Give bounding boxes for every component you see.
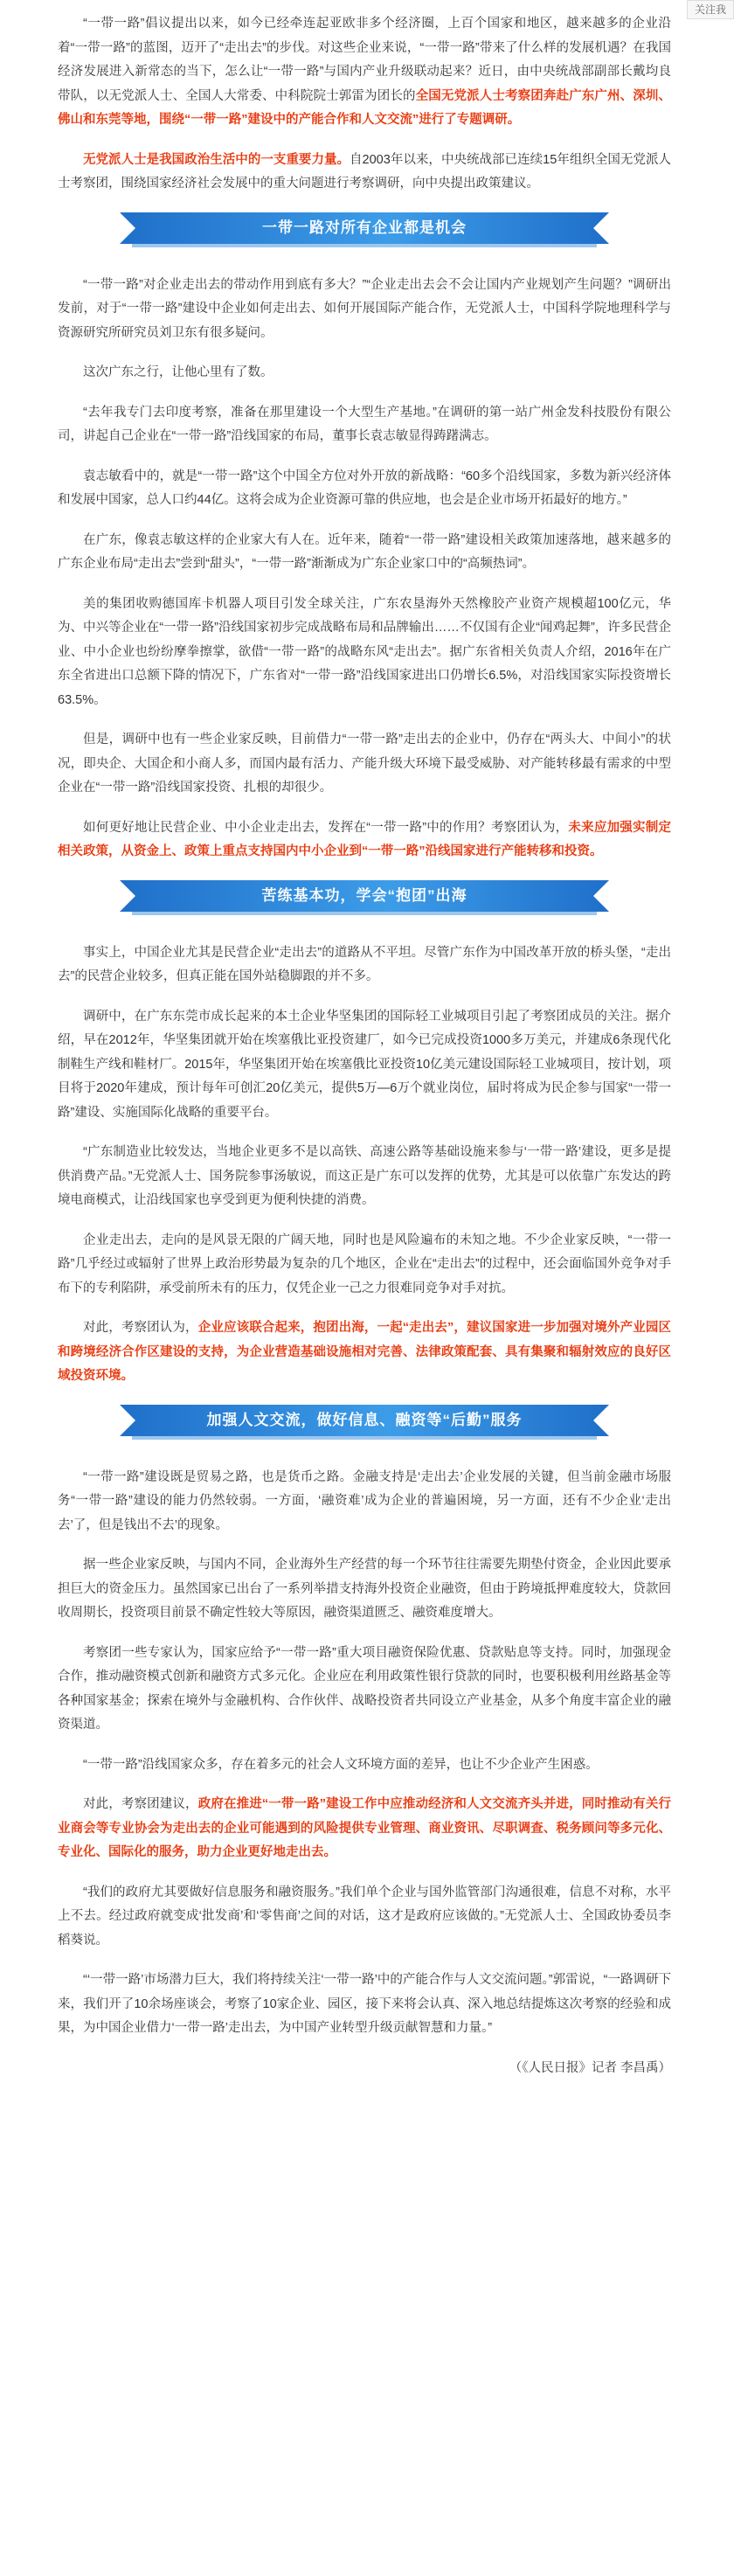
- section-heading: [120, 880, 609, 915]
- body-text: 对此，考察团认为，: [83, 1321, 198, 1335]
- paragraph: [58, 816, 671, 864]
- paragraph: [58, 12, 671, 133]
- body-text: “‘一带一路’市场潜力巨大，我们将持续关注‘一带一路’中的产能合作与人文交流问题。”郭雷说，“一路调研下来，我们开了10余场座谈会，考察了10家企业、园区，接下来将会认真、深入地总结提炼这次考察的经验和成果，为中国企业借力‘一带一路’走出去，为中国产业转型升级贡献智慧和力量。”: [58, 1973, 671, 2035]
- paragraph: [58, 728, 671, 801]
- paragraph: [58, 593, 671, 713]
- heading-banner-shadow: [132, 1436, 597, 1440]
- paragraph: [58, 529, 671, 577]
- highlighted-text: 无党派人士是我国政治生活中的一支重要力量。: [83, 152, 350, 167]
- article-body: [58, 12, 671, 2080]
- paragraph: [58, 149, 671, 197]
- body-text: 在广东，像袁志敏这样的企业家大有人在。近年来，随着“一带一路”建设相关政策加速落地，越来越多的广东企业布局“走出去”尝到“甜头”，“一带一路”渐渐成为广东企业家口中的“高频热词”。: [58, 532, 671, 571]
- paragraph: [58, 1553, 671, 1626]
- highlighted-text: 全国无党派人士考察团奔赴广东广州、深圳、佛山和东莞等地，围绕“一带一路”建设中的产能合作和人文交流”进行了专题调研。: [58, 88, 672, 127]
- body-text: 美的集团收购德国库卡机器人项目引发全球关注，广东农垦海外天然橡胶产业资产规模超100亿元，华为、中兴等企业在“一带一路”沿线国家初步完成战略布局和品牌输出……不仅国有企业“闻鸡起舞”，许多民营企业、中小企业也纷纷摩拳擦掌，欲借“一带一路”的战略东风“走出去”。据广东省相关负责人介绍，2016年在广东全省进出口总额下降的情况下，广东省对“一带一路”沿线国家进出口仍增长6.5%，对沿线国家实际投资增长63.5%。: [58, 596, 671, 707]
- body-text: 考察团一些专家认为，国家应给予“一带一路”重大项目融资保险优惠、贷款贴息等支持。同时，加强现金合作，推动融资模式创新和融资方式多元化。企业应在利用政策性银行贷款的同时，也要积极利用丝路基金等各种国家基金；探索在境外与金融机构、合作伙伴、战略投资者共同设立产业基金，从多个角度丰富企业的融资渠道。: [58, 1645, 671, 1732]
- body-text: “一带一路”对企业走出去的带动作用到底有多大？”“企业走出去会不会让国内产业规划产生问题？”调研出发前，对于“一带一路”建设中企业如何走出去、如何开展国际产能合作，无党派人士，中国科学院地理科学与资源研究所研究员刘卫东有很多疑问。: [58, 277, 671, 340]
- body-text: 据一些企业家反映，与国内不同，企业海外生产经营的每一个环节往往需要先期垫付资金，企业因此要承担巨大的资金压力。虽然国家已出台了一系列举措支持海外投资企业融资，但由于跨境抵押难度较大，贷款回收周期长，投资项目前景不确定性较大等原因，融资渠道匮乏、融资难度增大。: [58, 1558, 671, 1620]
- heading-banner-shadow: [132, 244, 597, 247]
- body-text: 袁志敏看中的，就是“一带一路”这个中国全方位对外开放的新战略：“60多个沿线国家，多数为新兴经济体和发展中国家，总人口约44亿。这将会成为企业资源可靠的供应地，也会是企业市场开拓最好的地方。”: [58, 469, 671, 507]
- body-text: 自2003年以来，中央统战部已连续15年组织全国无党派人士考察团，围绕国家经济社会发展中的重大问题进行考察调研，向中央提出政策建议。: [58, 152, 671, 191]
- body-text: “去年我专门去印度考察，准备在那里建设一个大型生产基地。”在调研的第一站广州金发科技股份有限公司，讲起自己企业在“一带一路”沿线国家的布局，董事长袁志敏显得踌躇满志。: [58, 405, 671, 443]
- section-title: 苦练基本功，学会“抱团”出海: [261, 886, 467, 904]
- paragraph: [58, 1466, 671, 1538]
- paragraph: [58, 1005, 671, 1126]
- byline: （《人民日报》记者 李昌禹）: [509, 2060, 671, 2075]
- paragraph: [58, 941, 671, 989]
- section-title: 一带一路对所有企业都是机会: [262, 219, 467, 236]
- paragraph: [58, 274, 671, 346]
- paragraph: [58, 1793, 671, 1865]
- body-text: 对此，考察团建议，: [83, 1797, 198, 1811]
- paragraph: [58, 1229, 671, 1302]
- paragraph: [58, 1316, 671, 1389]
- highlighted-text: 企业应该联合起来，抱团出海，一起“走出去”，建议国家进一步加强对境外产业园区和跨境经济合作区建设的支持，为企业营造基础设施相对完善、法律政策配套、具有集聚和辐射效应的良好区域投资环境。: [58, 1321, 672, 1383]
- body-text: 企业走出去，走向的是风景无限的广阔天地，同时也是风险遍布的未知之地。不少企业家反映，“一带一路”几乎经过或辐射了世界上政治形势最为复杂的几个地区，企业在“走出去”的过程中，还会面临国外竞争对手布下的专利陷阱，承受前所未有的压力，仅凭企业一己之力很难同竞争对手对抗。: [58, 1232, 671, 1295]
- paragraph: [58, 1881, 671, 1954]
- heading-banner-shadow: [132, 912, 597, 915]
- body-text: 但是，调研中也有一些企业家反映，目前借力“一带一路”走出去的企业中，仍存在“两头大、中间小”的状况，即央企、大国企和小商人多，而国内最有活力、产能升级大环境下最受威胁、对产能转移最有需求的中型企业在“一带一路”沿线国家投资、扎根的却很少。: [58, 733, 671, 795]
- body-text: 如何更好地让民营企业、中小企业走出去，发挥在“一带一路”中的作用？考察团认为，: [83, 820, 569, 835]
- body-text: “我们的政府尤其要做好信息服务和融资服务。”我们单个企业与国外监管部门沟通很难，信息不对称，水平上不去。经过政府就变成‘批发商’和‘零售商’之间的对话，这才是政府应该做的。”无党派人士、全国政协委员李稻葵说。: [58, 1885, 671, 1948]
- body-text: 事实上，中国企业尤其是民营企业“走出去”的道路从不平坦。尽管广东作为中国改革开放的桥头堡，“走出去”的民营企业较多，但真正能在国外站稳脚跟的并不多。: [58, 945, 671, 983]
- paragraph: [58, 1753, 671, 1778]
- body-text: 调研中，在广东东莞市成长起来的本土企业华坚集团的国际轻工业城项目引起了考察团成员的关注。据介绍，早在2012年，华坚集团就开始在埃塞俄比亚投资建厂，如今已完成投资1000多万美元，并建成6条现代化制鞋生产线和鞋材厂。2015年，华坚集团开始在埃塞俄比亚投资10亿美元建设国际轻工业城项目，按计划，项目将于2020年建成，预计每年可创汇20亿美元，提供5万—6万个就业岗位，届时将成为民企参与国家“一带一路”建设、实施国际化战略的重要平台。: [58, 1009, 671, 1120]
- section-heading: [120, 1405, 609, 1440]
- paragraph: [58, 1968, 671, 2041]
- follow-button[interactable]: 关注我: [687, 0, 734, 19]
- body-text: “广东制造业比较发达，当地企业更多不是以高铁、高速公路等基础设施来参与‘一带一路’建设，更多是提供消费产品。”无党派人士、国务院参事汤敏说，而这正是广东可以发挥的优势，尤其是可以依靠广东发达的跨境电商模式，让沿线国家也享受到更为便利快捷的消费。: [58, 1145, 671, 1207]
- body-text: “一带一路”沿线国家众多，存在着多元的社会人文环境方面的差异，也让不少企业产生困惑。: [83, 1757, 599, 1772]
- paragraph: [58, 361, 671, 385]
- paragraph: [58, 1642, 671, 1738]
- paragraph: [58, 401, 671, 449]
- paragraph: [58, 465, 671, 513]
- section-title: 加强人文交流，做好信息、融资等“后勤”服务: [206, 1411, 523, 1428]
- body-text: “一带一路”倡议提出以来，如今已经牵连起亚欧非多个经济圈，上百个国家和地区，越来越多的企业沿着“一带一路”的蓝图，迈开了“走出去”的步伐。对这些企业来说，“一带一路”带来了什么样的发展机遇？在我国经济发展进入新常态的当下，怎么让“一带一路”与国内产业升级联动起来？近日，由中央统战部副部长戴均良带队，以无党派人士、全国人大常委、中科院院士郭雷为团长的: [58, 17, 671, 103]
- body-text: 这次广东之行，让他心里有了数。: [83, 365, 274, 379]
- highlighted-text: 未来应加强实制定相关政策，从资金上、政策上重点支持国内中小企业到“一带一路”沿线国家进行产能转移和投资。: [58, 820, 672, 858]
- paragraph: [58, 1141, 671, 1213]
- highlighted-text: 政府在推进“一带一路”建设工作中应推动经济和人文交流齐头并进，同时推动有关行业商会等专业协会为走出去的企业可能遇到的风险提供专业管理、商业资讯、尽职调查、税务顾问等多元化、专业化、国际化的服务，助力企业更好地走出去。: [58, 1797, 672, 1859]
- section-heading: [120, 212, 609, 247]
- body-text: “一带一路”建设既是贸易之路，也是货币之路。金融支持是‘走出去’企业发展的关键，但当前金融市场服务“一带一路”建设的能力仍然较弱。一方面，‘融资难’成为企业的普遍困境，另一方面，还有不少企业‘走出去’了，但是钱出不去’的现象。: [58, 1469, 671, 1532]
